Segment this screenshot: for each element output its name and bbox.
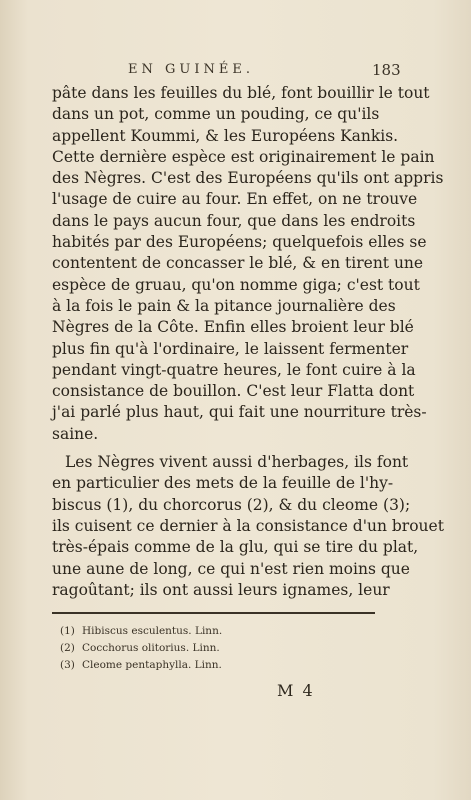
text-line: Cette dernière espèce est originairement le pain [52, 147, 435, 166]
text-line: appellent Koummi, & les Européens Kankis. [52, 126, 399, 145]
text-line: des Nègres. C'est des Européens qu'ils ont appris [52, 169, 444, 188]
text-line: ils cuisent ce dernier à la consistance d'un brouet [52, 516, 444, 535]
text-line: à la fois le pain & la pitance journalière des [52, 296, 396, 315]
footnote-number: (2) [60, 642, 75, 654]
footnote-divider [52, 612, 375, 614]
footnote-number: (3) [60, 659, 75, 671]
signature-mark: M 4 [277, 681, 315, 700]
running-head: EN GUINÉE. [128, 62, 254, 77]
text-line: pendant vingt-quatre heures, le font cuire à la [52, 360, 416, 379]
text-line: en particulier des mets de la feuille de l'hy- [52, 474, 394, 493]
footnote [60, 657, 222, 674]
text-line: ragoûtant; ils ont aussi leurs ignames, leur [52, 580, 390, 599]
text-line: dans un pot, comme un pouding, ce qu'ils [52, 105, 380, 124]
footnote-number: (1) [60, 625, 75, 637]
paragraph-first-line: Les Nègres vivent aussi d'herbages, ils font [65, 453, 409, 472]
text-line: l'usage de cuire au four. En effet, on ne trouve [52, 190, 418, 209]
text-line: plus fin qu'à l'ordinaire, le laissent fermenter [52, 339, 409, 358]
footnote-text: Cleome pentaphylla. Linn. [82, 659, 222, 671]
text-line: espèce de gruau, qu'on nomme giga; c'est tout [52, 275, 420, 294]
text-line: consistance de bouillon. C'est leur Flatta dont [52, 382, 415, 401]
body-text [52, 83, 444, 601]
footnotes [60, 623, 222, 674]
footnote-text: Hibiscus esculentus. Linn. [82, 625, 223, 637]
text-line: très-épais comme de la glu, qui se tire du plat, [52, 538, 419, 557]
footnote [60, 623, 222, 640]
text-line: Nègres de la Côte. Enfin elles broient leur blé [52, 318, 414, 337]
page-number: 183 [372, 61, 401, 79]
text-line: biscus (1), du chorcorus (2), & du cleome (3); [52, 495, 411, 514]
text-line: contentent de concasser le blé, & en tirent une [52, 254, 424, 273]
text-line: dans le pays aucun four, que dans les endroits [52, 211, 416, 230]
footnote [60, 640, 222, 657]
text-line: une aune de long, ce qui n'est rien moins que [52, 559, 410, 578]
text-line: j'ai parlé plus haut, qui fait une nourriture très- [52, 403, 427, 422]
footnote-text: Cocchorus olitorius. Linn. [82, 642, 220, 654]
text-line: habités par des Européens; quelquefois elles se [52, 233, 427, 252]
text-line: pâte dans les feuilles du blé, font bouillir le tout [52, 84, 430, 102]
page-header [0, 62, 471, 82]
text-line: saine. [52, 424, 99, 443]
